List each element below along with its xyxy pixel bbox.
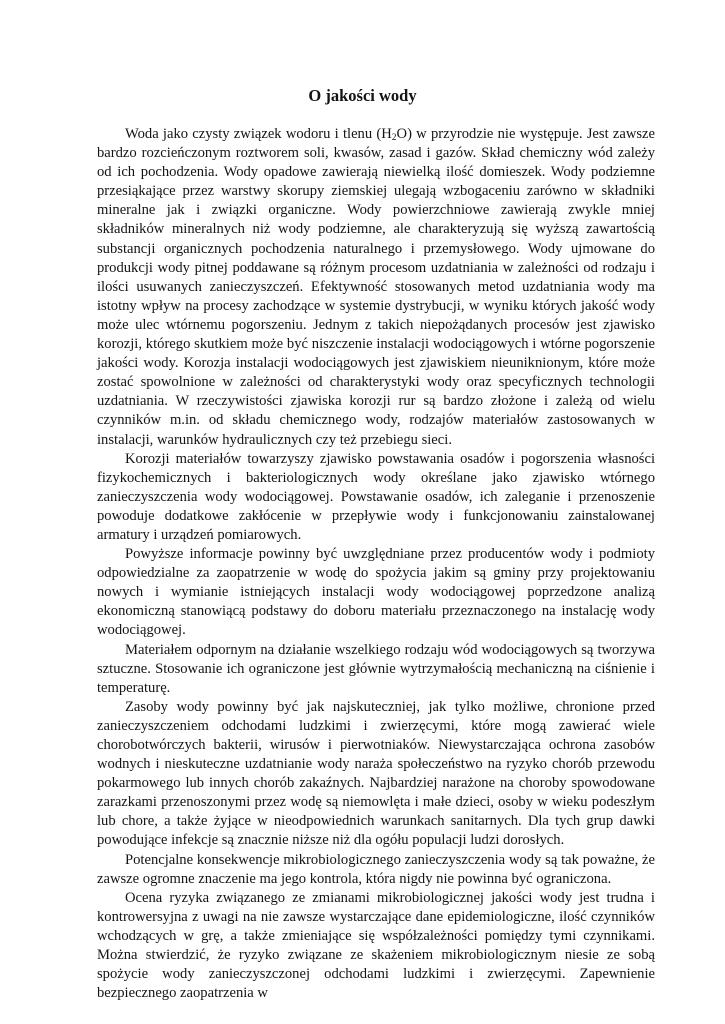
paragraph-5: Zasoby wody powinny być jak najskuteczniej, jak tylko możliwe, chronione przed zanieczyszczeniem odchodami ludzkimi i zwierzęcymi, które mogą zawierać wiele chorobotwórczych bakterii, wirusów i pierwotniaków. Niewystarczająca ochrona zasobów wodnych i nieskuteczne uzdatnianie wody naraża społeczeństwo na ryzyko chorób przewodu pokarmowego lub innych chorób zakaźnych. Najbardziej narażone na choroby spowodowane zarazkami przenoszonymi przez wodę są niemowlęta i małe dzieci, osoby w wieku podeszłym lub chore, a także żyjące w nieodpowiednich warunkach sanitarnych. Dla tych grup dawki powodujące infekcje są znacznie niższe niż dla ogółu populacji ludzi dorosłych. <box>97 698 655 849</box>
paragraph-2: Korozji materiałów towarzyszy zjawisko powstawania osadów i pogorszenia własności fizykochemicznych i bakteriologicznych wody określane jako zjawisko wtórnego zanieczyszczenia wody wodociągowej. Powstawanie osadów, ich zaleganie i przenoszenie powoduje dodatkowe zakłócenie w przepływie wody i funkcjonowaniu zainstalowanej armatury i urządzeń pomiarowych. <box>97 450 655 543</box>
paragraph-1-text-rest: O) w przyrodzie nie występuje. Jest zawsze bardzo rozcieńczonym roztworem soli, kwasów, zasad i gazów. Skład chemiczny wód zależy od ich pochodzenia. Wody opadowe zawierają niewielką ilość domieszek. Wody podziemne przesiąkające przez warstwy skorupy ziemskiej ulegają wzbogaceniu zarówno w składniki mineralne jak i związki organiczne. Wody powierzchniowe zawierają zwykle mniej składników mineralnych niż wody podziemne, ale charakteryzują się wyższą zawartością substancji organicznych pochodzenia naturalnego i przemysłowego. Wody ujmowane do produkcji wody pitnej poddawane są różnym procesom uzdatniania w zależności od rodzaju i ilości usuwanych zanieczyszczeń. Efektywność stosowanych metod uzdatniania wody ma istotny wpływ na procesy zachodzące w systemie dystrybucji, w wyniku których jakość wody może ulec wtórnemu pogorszeniu. Jednym z takich niepożądanych procesów jest zjawisko korozji, którego skutkiem może być niszczenie instalacji wodociągowych i wtórne pogorszenie jakości wody. Korozja instalacji wodociągowych jest zjawiskiem nieuniknionym, które może zostać spowolnione w zależności od charakterystyki wody oraz specyficznych technologii uzdatniania. W rzeczywistości zjawiska korozji rur są bardzo złożone i zależą od wielu czynników m.in. od składu chemicznego wody, rodzajów materiałów zastosowanych w instalacji, warunków hydraulicznych czy też przebiegu sieci. <box>97 126 655 448</box>
document-title: O jakości wody <box>308 86 417 105</box>
document-body <box>97 125 655 1003</box>
formula-subscript: 2 <box>391 133 397 143</box>
paragraph-3: Powyższe informacje powinny być uwzględniane przez producentów wody i podmioty odpowiedzialne za zaopatrzenie w wodę do spożycia jakim są gminy przy projektowaniu nowych i wymianie istniejących instalacji wody wodociągowej poprzedzone analizą ekonomiczną stanowiącą podstawy do doboru materiału przeznaczonego na instalację wody wodociągowej. <box>97 546 655 639</box>
paragraph-1 <box>97 125 655 450</box>
paragraph-7: Ocena ryzyka związanego ze zmianami mikrobiologicznej jakości wody jest trudna i kontrowersyjna z uwagi na nie zawsze wystarczające dane epidemiologiczne, ilość czynników wchodzących w grę, a także zmieniające się współzależności pomiędzy tymi czynnikami. Można stwierdzić, że ryzyko związane ze skażeniem mikrobiologicznym niesie ze sobą spożycie wody zanieczyszczonej odchodami ludzkimi i zwierzęcymi. Zapewnienie bezpiecznego zaopatrzenia w <box>97 889 655 1002</box>
paragraph-6: Potencjalne konsekwencje mikrobiologicznego zanieczyszczenia wody są tak poważne, że zawsze ogromne znaczenie ma jego kontrola, która nigdy nie powinna być ograniczona. <box>97 851 655 887</box>
paragraph-1-text-start: Woda jako czysty związek wodoru i tlenu (H <box>125 126 392 142</box>
paragraph-4: Materiałem odpornym na działanie wszelkiego rodzaju wód wodociągowych są tworzywa sztuczne. Stosowanie ich ograniczone jest głównie wytrzymałością mechaniczną na ciśnienie i temperaturę. <box>97 641 655 696</box>
